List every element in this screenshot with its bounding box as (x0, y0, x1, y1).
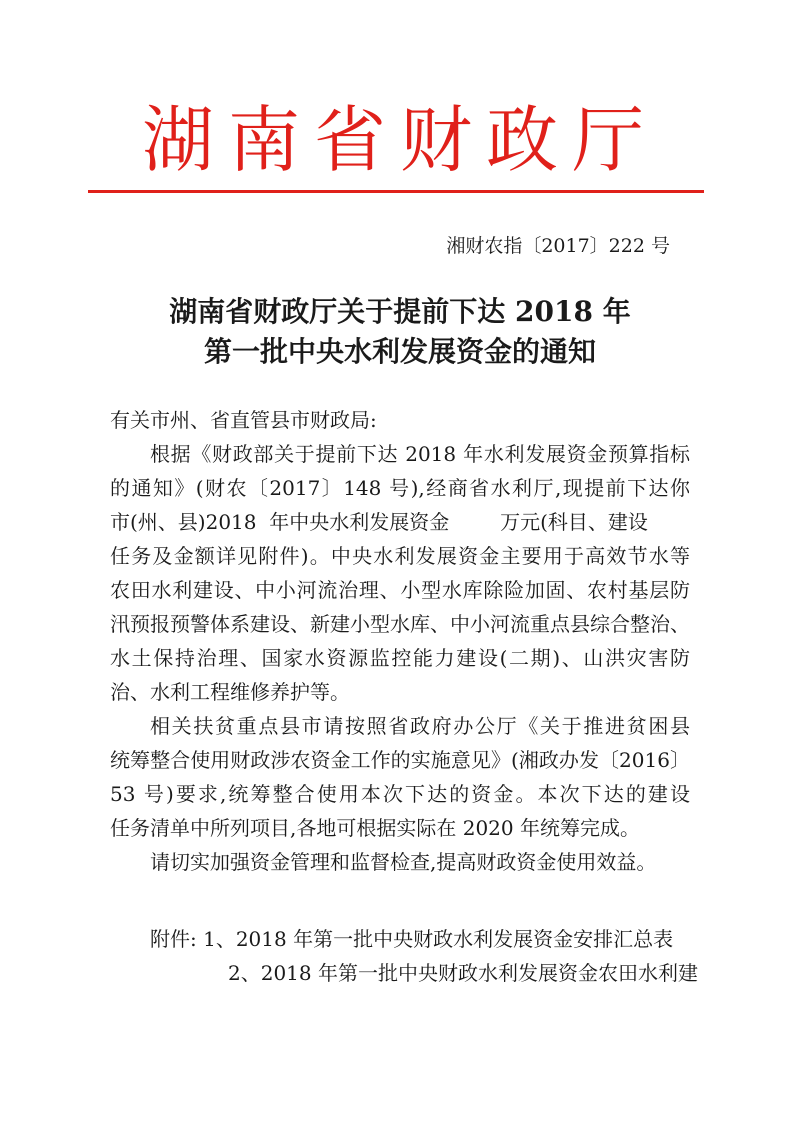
paragraph-1-line-2: 的通知》(财农〔2017〕148 号),经商省水利厅,现提前下达你 (110, 476, 690, 500)
paragraph-2-line-2: 统筹整合使用财政涉农资金工作的实施意见》(湘政办发〔2016〕 (110, 748, 690, 772)
paragraph-1-line-8: 治、水利工程维修养护等。 (110, 680, 350, 704)
paragraph-2-line-4: 任务清单中所列项目,各地可根据实际在 2020 年统筹完成。 (110, 816, 640, 840)
document-number: 湘财农指〔2017〕222 号 (446, 235, 670, 257)
paragraph-1-line-1: 根据《财政部关于提前下达 2018 年水利发展资金预算指标 (150, 442, 690, 466)
notice-title-line-1: 湖南省财政厅关于提前下达 2018 年 (169, 295, 631, 328)
paragraph-1-line-3: 市(州、县)2018 年中央水利发展资金 万元(科目、建设 (110, 510, 648, 534)
attachment-line-2: 2、2018 年第一批中央财政水利发展资金农田水利建 (228, 961, 698, 985)
paragraph-3-line-1: 请切实加强资金管理和监督检查,提高财政资金使用效益。 (150, 850, 657, 874)
paragraph-1-line-4: 任务及金额详见附件)。中央水利发展资金主要用于高效节水等 (110, 544, 690, 568)
paragraph-2-line-3: 53 号)要求,统筹整合使用本次下达的资金。本次下达的建设 (110, 782, 690, 806)
paragraph-1-line-7: 水土保持治理、国家水资源监控能力建设(二期)、山洪灾害防 (110, 646, 690, 670)
salutation: 有关市州、省直管县市财政局: (110, 408, 377, 432)
paragraph-2-line-1: 相关扶贫重点县市请按照省政府办公厅《关于推进贫困县 (150, 714, 690, 738)
masthead-title: 湖南省财政厅 (141, 98, 658, 182)
red-divider-line (88, 190, 704, 193)
paragraph-1-line-5: 农田水利建设、中小河流治理、小型水库除险加固、农村基层防 (110, 578, 690, 602)
attachment-line-1: 附件: 1、2018 年第一批中央财政水利发展资金安排汇总表 (150, 927, 674, 951)
notice-title-line-2: 第一批中央水利发展资金的通知 (203, 335, 596, 368)
paragraph-1-line-6: 汛预报预警体系建设、新建小型水库、中小河流重点县综合整治、 (110, 612, 690, 636)
